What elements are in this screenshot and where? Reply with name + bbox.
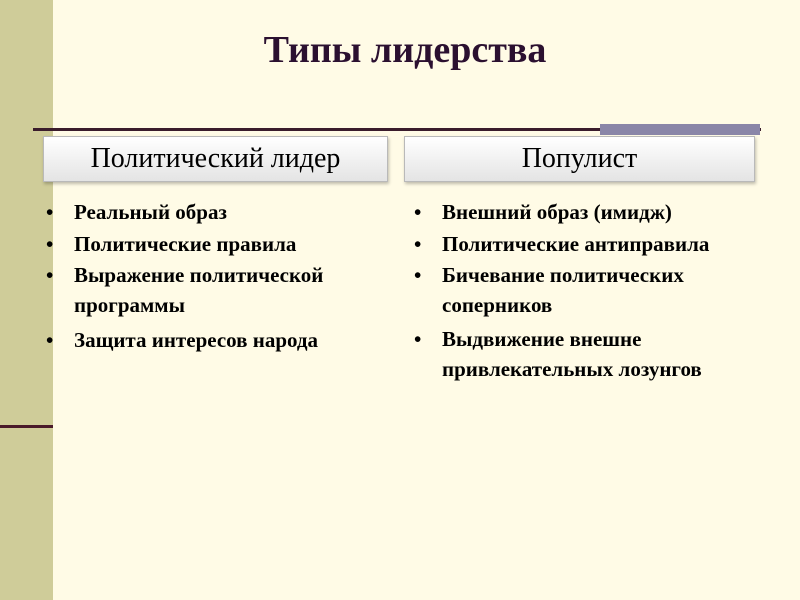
slide-title: Типы лидерства bbox=[263, 29, 547, 71]
list-item: • Выражение политической программы bbox=[74, 260, 374, 320]
political-leader-list bbox=[42, 196, 419, 356]
column-header-populist: Популист bbox=[404, 136, 755, 182]
populist-list bbox=[410, 196, 800, 388]
divider-accent bbox=[600, 124, 760, 135]
list-item: • Реальный образ bbox=[74, 196, 419, 228]
list-item: • Выдвижение внешне привлекательных лозунгов bbox=[442, 324, 752, 384]
list-item: • Внешний образ (имидж) bbox=[442, 196, 800, 228]
list-item: • Политические правила bbox=[74, 228, 419, 260]
list-item: • Защита интересов народа bbox=[74, 324, 419, 356]
left-accent-line bbox=[0, 425, 53, 428]
column-header-political-leader: Политический лидер bbox=[43, 136, 388, 182]
list-item: • Политические антиправила bbox=[442, 228, 800, 260]
list-item: • Бичевание политических соперников bbox=[442, 260, 732, 320]
